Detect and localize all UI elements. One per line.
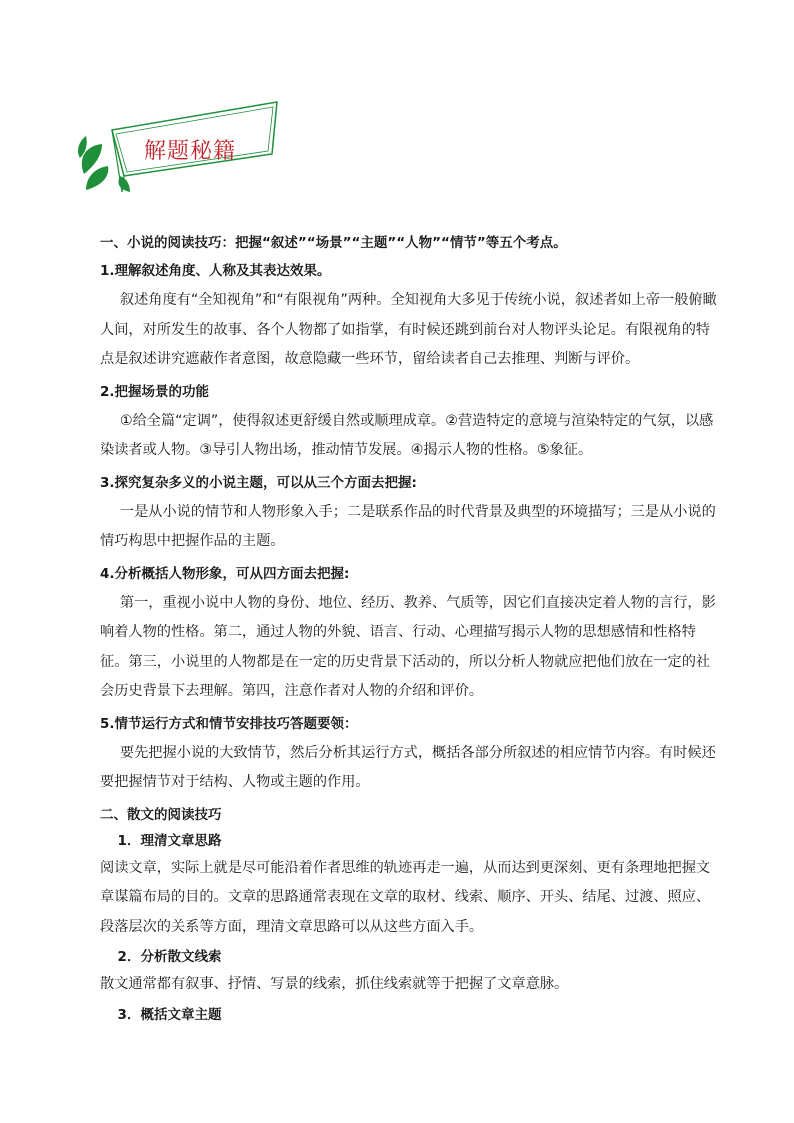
item-heading: 3.探究复杂多义的小说主题，可以从三个方面去把握: — [100, 474, 417, 491]
item-body: 要先把握小说的大致情节，然后分析其运行方式，概括各部分所叙述的相应情节内容。有时候还要把握情节对于结构、人物或主题的作用。 — [100, 744, 716, 790]
item-heading: 2.把握场景的功能 — [100, 383, 210, 400]
item-body: ①给全篇“定调”，使得叙述更舒缓自然或顺理成章。②营造特定的意境与渲染特定的气氛，以感染读者或人物。③导引人物出场，推动情节发展。④揭示人物的性格。⑤象征。 — [100, 412, 714, 458]
item-heading: 1．理清文章思路 — [117, 832, 222, 849]
item-body: 叙述角度有“全知视角”和“有限视角”两种。全知视角大多见于传统小说，叙述者如上帝一般俯瞰人间，对所发生的故事、各个人物都了如指掌，有时候还跳到前台对人物评头论足。有限视角的特点是叙述讲究遮蔽作者意图，故意隐藏一些环节，留给读者自己去推理、判断与评价。 — [100, 292, 717, 367]
section-banner — [72, 96, 282, 196]
item-heading: 3．概括文章主题 — [117, 1006, 222, 1023]
leaf-icon — [86, 166, 108, 190]
document-body — [100, 226, 722, 1028]
item-body: 阅读文章，实际上就是尽可能沿着作者思维的轨迹再走一遍，从而达到更深刻、更有条理地把握文章谋篇布局的目的。文章的思路通常表现在文章的取材、线索、顺序、开头、结尾、过渡、照应、段落层次的关系等方面，理清文章思路可以从这些方面入手。 — [100, 859, 711, 935]
item-heading: 4.分析概括人物形象，可从四方面去把握: — [100, 565, 350, 582]
item-body: 散文通常都有叙事、抒情、写景的线索，抓住线索就等于把握了文章意脉。 — [100, 976, 569, 992]
item-body: 第一，重视小说中人物的身份、地位、经历、教养、气质等，因它们直接决定着人物的言行，影响着人物的性格。第二，通过人物的外貌、语言、行动、心理描写揭示人物的思想感情和性格特征。第三，小说里的人物都是在一定的历史背景下活动的，所以分析人物就应把他们放在一定的社会历史背景下去理解。第四，注意作者对人物的介绍和评价。 — [100, 594, 716, 699]
section-heading-prose: 二、散文的阅读技巧 — [100, 806, 222, 823]
item-heading: 1.理解叙述角度、人称及其表达效果。 — [100, 263, 331, 279]
section-heading-novel: 一、小说的阅读技巧：把握“叙述”“场景”“主题”“人物”“情节”等五个考点。 — [100, 235, 567, 251]
item-body: 一是从小说的情节和人物形象入手；二是联系作品的时代背景及典型的环境描写；三是从小说的情巧构思中把握作品的主题。 — [100, 503, 716, 549]
item-heading: 5.情节运行方式和情节安排技巧答题要领： — [100, 715, 358, 732]
item-heading: 2．分析散文线索 — [117, 949, 222, 965]
banner-title: 解题秘籍 — [144, 139, 237, 164]
